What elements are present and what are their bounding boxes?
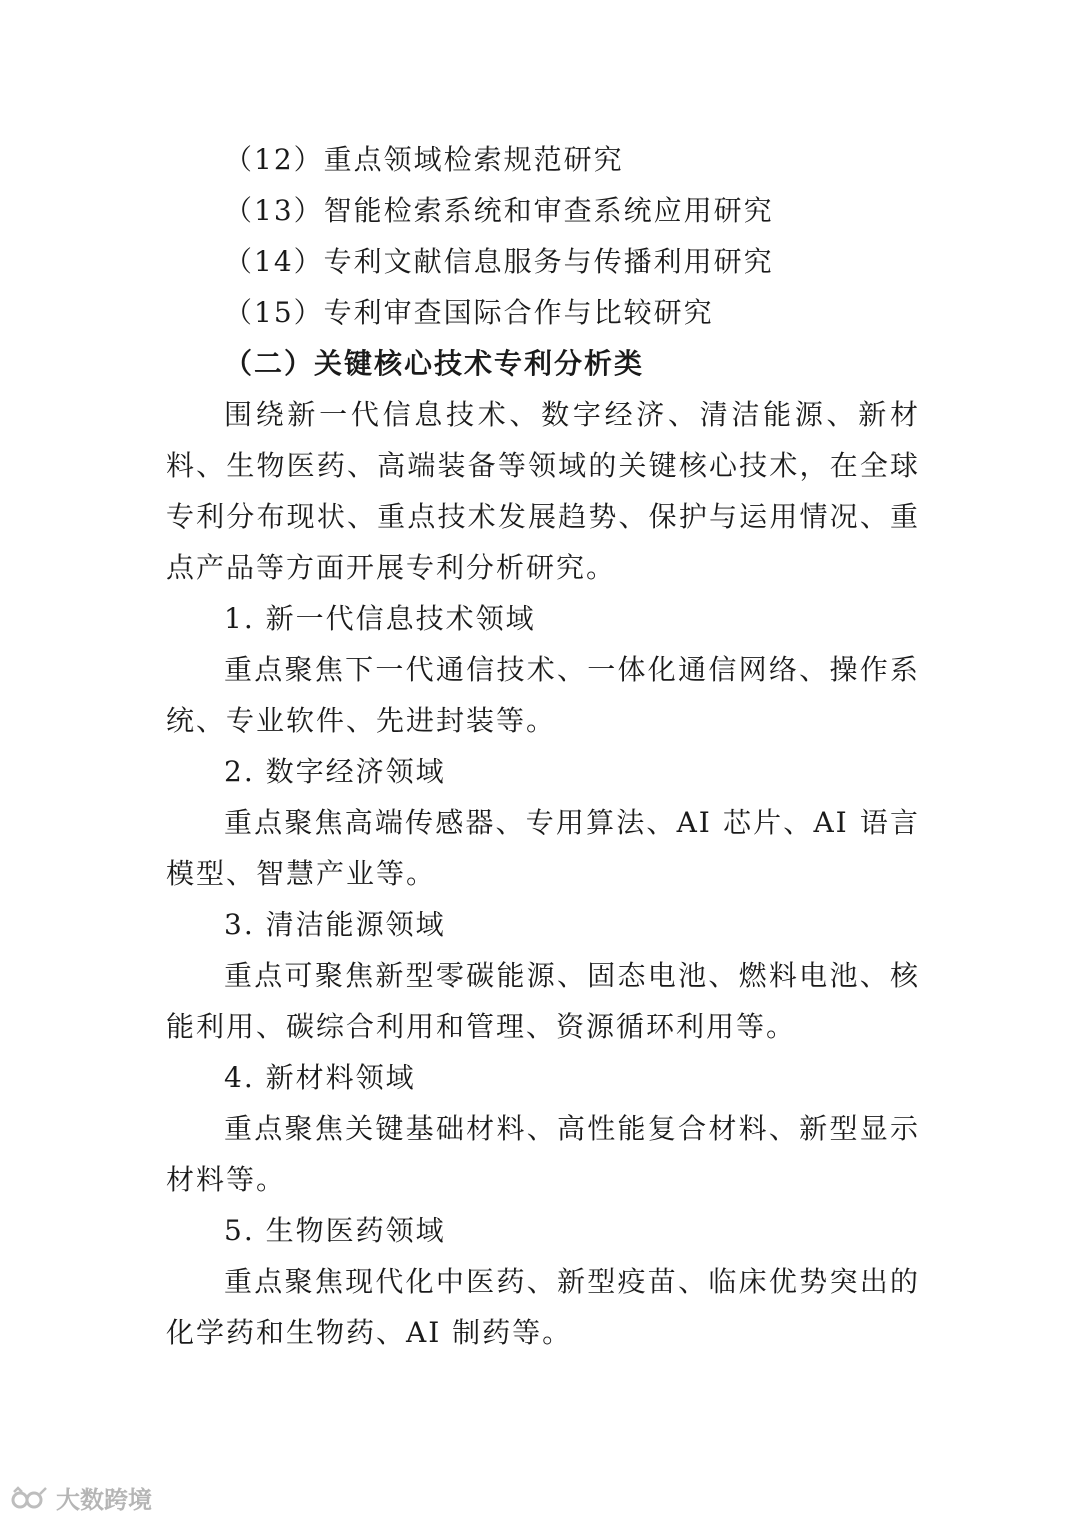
logo-icon [10, 1484, 50, 1512]
field-title-1: 1. 新一代信息技术领域 [224, 602, 536, 635]
field-title-4: 4. 新材料领域 [224, 1061, 416, 1094]
watermark [10, 1480, 152, 1515]
field-body-1: 重点聚焦下一代通信技术、一体化通信网络、操作系统、专业软件、先进封装等。 [166, 653, 920, 737]
field-title-5: 5. 生物医药领域 [224, 1214, 446, 1247]
section-intro-paragraph: 围绕新一代信息技术、数字经济、清洁能源、新材料、生物医药、高端装备等领域的关键核心技术，在全球专利分布现状、重点技术发展趋势、保护与运用情况、重点产品等方面开展专利分析研究。 [166, 398, 920, 584]
watermark-text: 大数跨境 [56, 1486, 152, 1514]
document-content [166, 134, 920, 1358]
field-body-4: 重点聚焦关键基础材料、高性能复合材料、新型显示材料等。 [166, 1112, 920, 1196]
field-body-5: 重点聚焦现代化中医药、新型疫苗、临床优势突出的化学药和生物药、AI 制药等。 [166, 1265, 920, 1349]
list-item-12: （12）重点领域检索规范研究 [224, 143, 624, 176]
field-body-3: 重点可聚焦新型零碳能源、固态电池、燃料电池、核能利用、碳综合利用和管理、资源循环利用等。 [166, 959, 920, 1043]
field-title-2: 2. 数字经济领域 [224, 755, 446, 788]
list-item-14: （14）专利文献信息服务与传播利用研究 [224, 245, 774, 278]
list-item-13: （13）智能检索系统和审查系统应用研究 [224, 194, 774, 227]
list-item-15: （15）专利审查国际合作与比较研究 [224, 296, 714, 329]
field-body-2: 重点聚焦高端传感器、专用算法、AI 芯片、AI 语言模型、智慧产业等。 [166, 806, 920, 890]
field-title-3: 3. 清洁能源领域 [224, 908, 446, 941]
section-heading: （二）关键核心技术专利分析类 [224, 347, 645, 380]
